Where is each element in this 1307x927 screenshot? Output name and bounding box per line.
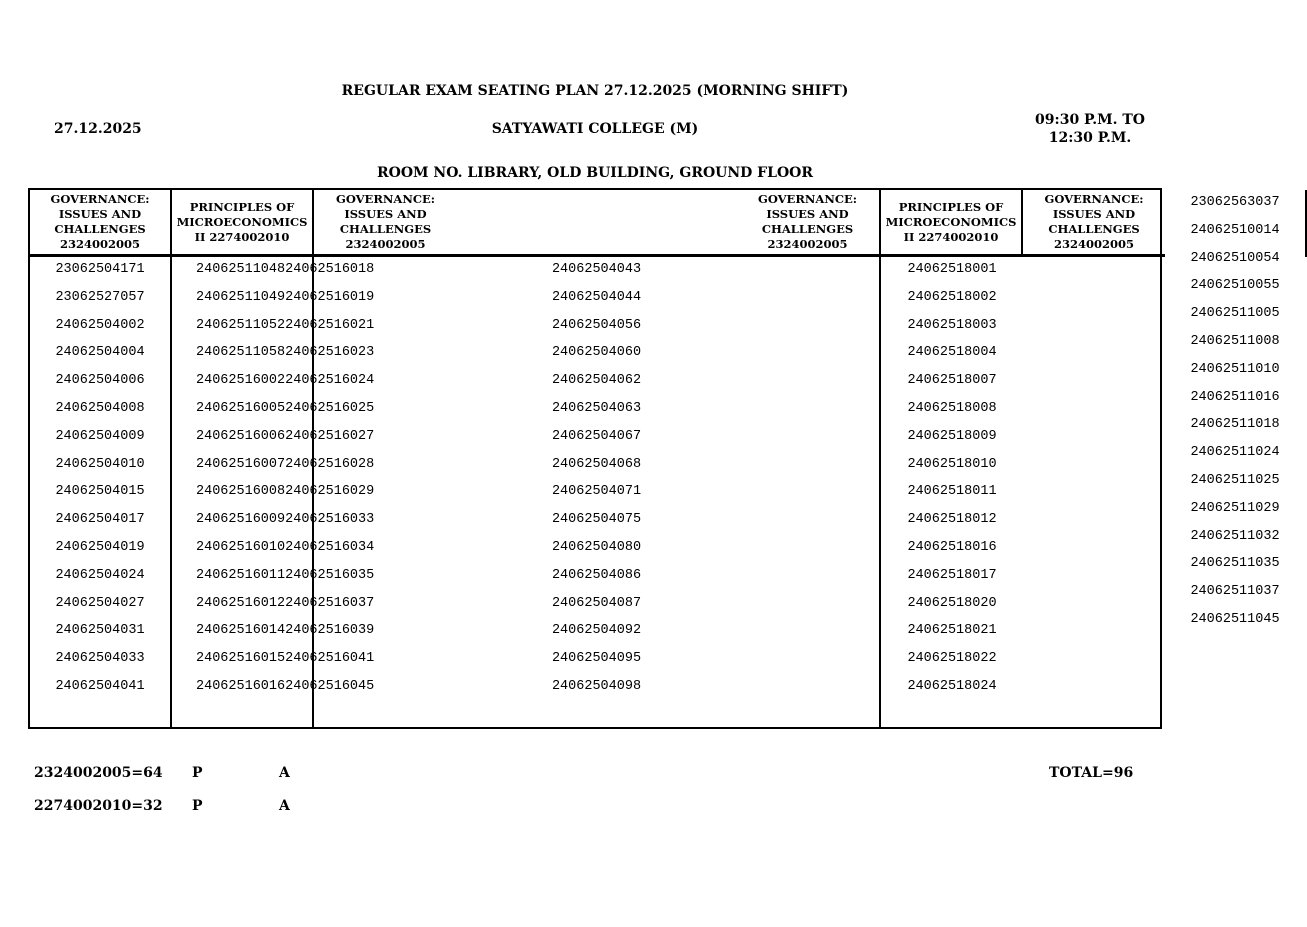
roll-number: 24062504019 <box>55 539 145 555</box>
roll-number: 24062504071 <box>551 484 642 500</box>
roll-number: 24062504006 <box>55 373 145 389</box>
roll-number: 24062504015 <box>55 484 145 500</box>
roll-number: 24062511032 <box>1190 528 1280 544</box>
roll-number: 24062504095 <box>551 651 642 667</box>
roll-number: 24062516019 <box>285 289 375 305</box>
header-line: 2324002005 <box>1053 237 1135 251</box>
roll-number: 24062504067 <box>551 428 642 444</box>
header-line: MICROECONOMICS <box>885 214 1017 229</box>
roll-number: 24062504017 <box>55 512 145 528</box>
roll-column <box>314 257 881 727</box>
roll-number: 24062504008 <box>55 400 145 416</box>
roll-number: 24062511005 <box>1190 306 1280 322</box>
roll-number: 24062510014 <box>1190 222 1280 238</box>
roll-column <box>881 257 1023 727</box>
roll-number: 24062511048 <box>196 262 286 277</box>
seating-table <box>28 188 1280 729</box>
roll-number: 24062518021 <box>907 623 997 639</box>
roll-number: 24062518022 <box>907 651 997 667</box>
header-line: CHALLENGES <box>339 222 432 236</box>
header-line: CHALLENGES <box>1048 222 1140 236</box>
roll-number: 24062511058 <box>196 345 286 361</box>
roll-number: 24062516015 <box>196 651 286 667</box>
roll-number: 24062516028 <box>285 456 375 472</box>
roll-number: 24062504087 <box>551 595 642 611</box>
roll-number: 24062510054 <box>1190 250 1280 266</box>
roll-number: 24062504002 <box>55 317 145 333</box>
roll-number: 24062516041 <box>285 651 375 667</box>
header-line: GOVERNANCE: <box>1044 192 1144 206</box>
total-count: TOTAL=96 <box>1049 765 1134 781</box>
header-line: GOVERNANCE: <box>336 192 435 206</box>
subject-count-2: 2274002010=32 <box>34 798 163 814</box>
subject-count-1: 2324002005=64 <box>34 765 163 781</box>
roll-number: 24062516037 <box>285 595 375 611</box>
roll-number: 24062516016 <box>196 678 286 694</box>
roll-number: 24062511035 <box>1190 556 1280 572</box>
column-header <box>30 190 172 257</box>
roll-number: 24062518004 <box>907 345 997 361</box>
absent-label-1: A <box>279 765 290 781</box>
roll-number: 24062504086 <box>551 567 642 583</box>
roll-number: 24062504033 <box>55 651 145 667</box>
time-end: 12:30 P.M. <box>1048 130 1132 146</box>
roll-number: 24062518017 <box>907 567 997 583</box>
roll-number: 24062516035 <box>285 567 375 583</box>
roll-number: 24062511045 <box>1190 611 1280 627</box>
roll-number: 24062504044 <box>551 289 642 305</box>
roll-number: 24062516002 <box>196 373 286 389</box>
header-line: II 2274002010 <box>194 229 290 244</box>
header-line: 2324002005 <box>345 237 426 251</box>
plan-title: REGULAR EXAM SEATING PLAN 27.12.2025 (MORNING SHIFT) <box>341 83 849 99</box>
roll-number: 23062527057 <box>55 289 145 305</box>
header-line: ISSUES AND <box>344 207 427 221</box>
exam-date: 27.12.2025 <box>54 121 142 137</box>
column-header-left <box>336 192 435 252</box>
header-line: 2324002005 <box>767 237 848 251</box>
roll-number: 24062516018 <box>285 262 375 277</box>
time-start: 09:30 P.M. TO <box>1035 112 1145 128</box>
header-line: MICROECONOMICS <box>176 214 308 229</box>
roll-number: 24062516014 <box>196 623 286 639</box>
header-line: GOVERNANCE: <box>50 192 150 206</box>
header-line: CHALLENGES <box>54 222 146 236</box>
roll-number: 24062511008 <box>1190 333 1280 349</box>
roll-number: 24062516009 <box>196 512 286 528</box>
roll-number: 24062516008 <box>196 484 286 500</box>
column-header-right <box>758 192 857 252</box>
roll-number: 24062511016 <box>1190 389 1280 405</box>
roll-number: 24062516007 <box>196 456 286 472</box>
roll-number: 24062504062 <box>551 373 642 389</box>
column-header-wide <box>314 190 881 257</box>
roll-number: 24062504027 <box>55 595 145 611</box>
roll-number: 24062504063 <box>551 400 642 416</box>
roll-column-wide <box>172 257 375 727</box>
roll-number: 24062518012 <box>907 512 997 528</box>
roll-number: 24062511052 <box>196 317 286 333</box>
header-line: PRINCIPLES OF <box>189 199 295 214</box>
absent-label-2: A <box>279 798 290 814</box>
roll-number: 24062504004 <box>55 345 145 361</box>
roll-column-left <box>172 257 285 727</box>
roll-number: 24062518011 <box>907 484 997 500</box>
roll-number: 24062504010 <box>55 456 145 472</box>
college-name: SATYAWATI COLLEGE (M) <box>491 121 699 137</box>
header-line: ISSUES AND <box>58 207 142 221</box>
roll-number: 24062516034 <box>285 539 375 555</box>
roll-number: 24062504068 <box>551 456 642 472</box>
roll-column <box>30 257 172 727</box>
roll-number: 24062518010 <box>907 456 997 472</box>
roll-number: 24062518002 <box>907 289 997 305</box>
roll-number: 24062504060 <box>551 345 642 361</box>
roll-column <box>1165 190 1307 627</box>
roll-number: 24062504056 <box>551 317 642 333</box>
roll-number: 24062511029 <box>1190 500 1280 516</box>
roll-number: 24062516033 <box>285 512 375 528</box>
roll-number: 24062504031 <box>55 623 145 639</box>
column-header <box>172 190 314 257</box>
roll-number: 24062518009 <box>907 428 997 444</box>
roll-number: 24062516006 <box>196 428 286 444</box>
roll-number: 24062516025 <box>285 400 375 416</box>
roll-number: 24062511010 <box>1190 361 1280 377</box>
roll-number: 24062516024 <box>285 373 375 389</box>
roll-number: 24062516029 <box>285 484 375 500</box>
column-header <box>1023 190 1165 257</box>
header-line: PRINCIPLES OF <box>898 199 1004 214</box>
roll-number: 24062511025 <box>1190 472 1280 488</box>
roll-number: 24062504043 <box>551 262 642 277</box>
roll-number: 24062518001 <box>907 262 997 277</box>
roll-number: 24062518003 <box>907 317 997 333</box>
header-line: GOVERNANCE: <box>758 192 857 206</box>
roll-number: 24062518008 <box>907 400 997 416</box>
roll-number: 24062511024 <box>1190 445 1280 461</box>
roll-number: 24062504098 <box>551 678 642 694</box>
roll-number: 24062516027 <box>285 428 375 444</box>
roll-number: 24062504092 <box>551 623 642 639</box>
roll-number: 23062563037 <box>1190 195 1280 210</box>
header-line: ISSUES AND <box>766 207 849 221</box>
header-line: 2324002005 <box>59 237 141 251</box>
roll-number: 24062518016 <box>907 539 997 555</box>
roll-number: 24062511018 <box>1190 417 1280 433</box>
roll-number: 24062516021 <box>285 317 375 333</box>
roll-number: 24062511049 <box>196 289 286 305</box>
header-line: CHALLENGES <box>761 222 854 236</box>
roll-number: 23062504171 <box>55 262 145 277</box>
roll-number: 24062516039 <box>285 623 375 639</box>
roll-number: 24062516010 <box>196 539 286 555</box>
header-line: ISSUES AND <box>1052 207 1136 221</box>
roll-number: 24062518020 <box>907 595 997 611</box>
roll-number: 24062504041 <box>55 678 145 694</box>
header-line: II 2274002010 <box>903 229 999 244</box>
roll-number: 24062516023 <box>285 345 375 361</box>
roll-number: 24062504080 <box>551 539 642 555</box>
present-label-1: P <box>192 765 203 781</box>
roll-number: 24062504024 <box>55 567 145 583</box>
room-name: ROOM NO. LIBRARY, OLD BUILDING, GROUND FLOOR <box>377 165 813 181</box>
exam-time <box>1035 111 1145 147</box>
roll-number: 24062516045 <box>285 678 375 694</box>
roll-number: 24062516011 <box>196 567 286 583</box>
roll-number: 24062518007 <box>907 373 997 389</box>
column-header <box>881 190 1023 257</box>
roll-number: 24062516012 <box>196 595 286 611</box>
roll-number: 24062518024 <box>907 678 997 694</box>
roll-number: 24062504009 <box>55 428 145 444</box>
present-label-2: P <box>192 798 203 814</box>
roll-number: 24062504075 <box>551 512 642 528</box>
roll-number: 24062516005 <box>196 400 286 416</box>
roll-number: 24062510055 <box>1190 278 1280 294</box>
roll-number: 24062511037 <box>1190 584 1280 600</box>
